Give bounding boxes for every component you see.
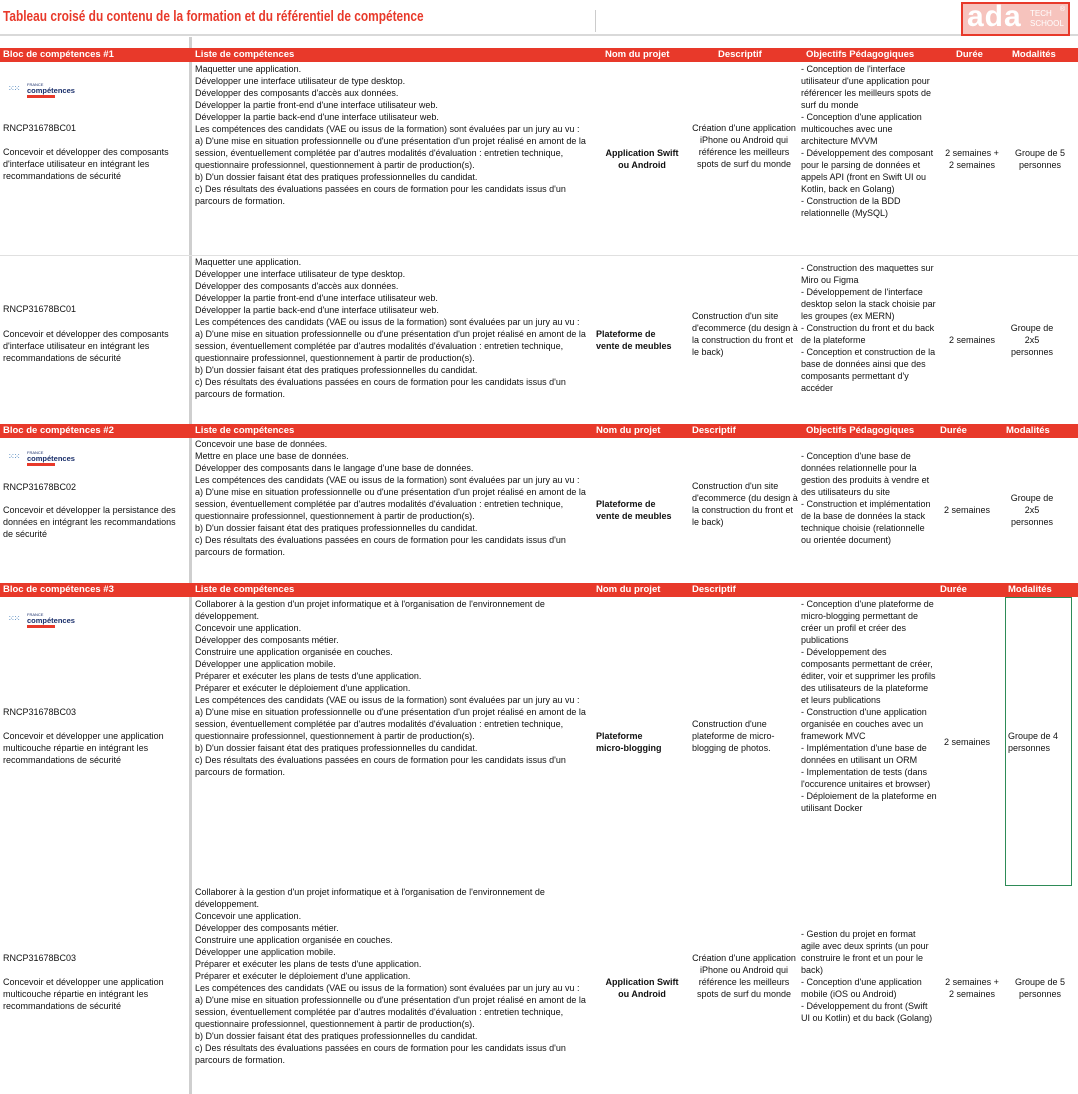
modalites-header: Modalités	[1006, 425, 1050, 436]
modalites-header: Modalités	[1012, 49, 1056, 60]
projet-header: Nom du projet	[596, 425, 661, 436]
logo-dots-icon: ⁙⁙	[8, 84, 20, 93]
project-name: Plateforme micro-blogging	[596, 731, 662, 753]
bloc-title: Bloc de compétences #1	[3, 49, 114, 60]
liste-header: Liste de compétences	[195, 49, 295, 60]
title-separator	[595, 10, 596, 32]
projet-header: Nom du projet	[605, 49, 670, 60]
objectifs-header: Objectifs Pédagogiques	[806, 49, 915, 60]
modality: Groupe de 5 personnes	[1014, 977, 1066, 999]
title-bar	[0, 0, 1078, 36]
bloc-title: Bloc de compétences #2	[3, 425, 114, 436]
descriptif-header: Descriptif	[692, 425, 736, 436]
liste-competences: Maquetter une application. Développer une interface utilisateur de type desktop. Développer des composants d'accès aux données. Développer la partie front-end d'une interface utilisateur web. Développer la partie back-end d'une interface utilisateur web. Les compétences des candidats (VAE ou issus de la formation) sont évaluées par un jury au vu : a) D'une mise en situation professionnelle ou d'une présentation d'un projet réalisé en amont de la session, éventuellement complétée par d'autres modalités d'évaluation : entretien technique, questionnaire professionnel, questionnement à partir de production(s). b) D'un dossier faisant état des pratiques professionnelles du candidat. c) Des résultats des évaluations passées en cours de formation pour les candidats issus d'un parcours de formation.	[195, 64, 586, 206]
liste-competences: Maquetter une application. Développer une interface utilisateur de type desktop. Développer des composants d'accès aux données. Développer la partie front-end d'une interface utilisateur web. Développer la partie back-end d'une interface utilisateur web. Les compétences des candidats (VAE ou issus de la formation) sont évaluées par un jury au vu : a) D'une mise en situation professionnelle ou d'une présentation d'un projet réalisé en amont de la session, éventuellement complétée par d'autres modalités d'évaluation : entretien technique, questionnaire professionnel, questionnement à partir de production(s). b) D'un dossier faisant état des pratiques professionnelles du candidat. c) Des résultats des évaluations passées en cours de formation pour les candidats issus d'un parcours de formation.	[195, 257, 586, 399]
modality: Groupe de 5 personnes	[1014, 148, 1066, 170]
duration: 2 semaines	[948, 335, 996, 345]
project-description: Création d'une application iPhone ou Android qui référence les meilleurs spots de surf du monde	[692, 123, 796, 169]
rncp-code: RNCP31678BC03	[3, 707, 77, 717]
modalites-header: Modalités	[1008, 584, 1052, 595]
project-description: Construction d'un site d'ecommerce (du design à la construction du front et le back)	[692, 481, 798, 527]
liste-header: Liste de compétences	[195, 584, 295, 595]
modality: Groupe de 2x5 personnes	[1010, 323, 1054, 357]
section-header-3	[0, 583, 1078, 597]
liste-competences: Collaborer à la gestion d'un projet informatique et à l'organisation de l'environnement de développement. Concevoir une application. Développer des composants métier. Construire une application organisée en couches. Développer une application mobile. Préparer et exécuter les plans de tests d'une application. Préparer et exécuter le déploiement d'une application. Les compétences des candidats (VAE ou issus de la formation) sont évaluées par un jury au vu : a) D'une mise en situation professionnelle ou d'une présentation d'un projet réalisé en amont de la session, éventuellement complétée par d'autres modalités d'évaluation : entretien technique, questionnaire professionnel, questionnement à partir de production(s). b) D'un dossier faisant état des pratiques professionnelles du candidat. c) Des résultats des évaluations passées en cours de formation pour les candidats issus d'un parcours de formation.	[195, 599, 586, 777]
section-header-2	[0, 424, 1078, 438]
section-header-1	[0, 48, 1078, 62]
logo-reg: ®	[1059, 6, 1065, 13]
competence-text: Concevoir et développer des composants d'interface utilisateur en intégrant les recommandations de sécurité	[3, 147, 169, 181]
project-name: Application Swift ou Android	[605, 977, 679, 999]
descriptif-header: Descriptif	[692, 584, 736, 595]
ada-logo	[961, 2, 1070, 36]
objectives: - Conception d'une plateforme de micro-blogging permettant de créer un profil et créer des publications - Développement des composants permettant de créer, éditer, voir et supprimer les profils des utilisateurs de la plateforme et leurs publications - Construction d'une application organisée en couches avec un framework MVC - Implémentation d'une base de données en utilisant un ORM - Implementation de tests (dans l'occurence unitaires et browser) - Déploiement de la plateforme en utilisant Docker	[801, 599, 937, 813]
logo-dots-icon: ⁙⁙	[8, 452, 20, 461]
column-divider	[189, 37, 192, 1094]
objectives: - Conception d'une base de données relationnelle pour la gestion des produits à vendre et des utilisateurs du site - Construction et implémentation de la base de données la stack technique choisie (relationnelle ou orientée document)	[801, 451, 931, 545]
modality: Groupe de 2x5 personnes	[1010, 493, 1054, 527]
liste-competences: Collaborer à la gestion d'un projet informatique et à l'organisation de l'environnement de développement. Concevoir une application. Développer des composants métier. Construire une application organisée en couches. Développer une application mobile. Préparer et exécuter les plans de tests d'une application. Préparer et exécuter le déploiement d'une application. Les compétences des candidats (VAE ou issus de la formation) sont évaluées par un jury au vu : a) D'une mise en situation professionnelle ou d'une présentation d'un projet réalisé en amont de la session, éventuellement complétée par d'autres modalités d'évaluation : entretien technique, questionnaire professionnel, questionnement à partir de production(s). b) D'un dossier faisant état des pratiques professionnelles du candidat. c) Des résultats des évaluations passées en cours de formation pour les candidats issus d'un parcours de formation.	[195, 887, 586, 1065]
project-description: Construction d'une plateforme de micro-blogging de photos.	[692, 719, 775, 753]
rncp-code: RNCP31678BC01	[3, 123, 77, 133]
france-competences-logo: ⁙⁙ FRANCE compétences	[8, 82, 72, 102]
logo-name: ada	[967, 0, 1022, 33]
rncp-code: RNCP31678BC01	[3, 304, 77, 314]
project-description: Construction d'un site d'ecommerce (du design à la construction du front et le back)	[692, 311, 798, 357]
project-description: Création d'une application iPhone ou Android qui référence les meilleurs spots de surf du monde	[692, 953, 796, 999]
duree-header: Durée	[940, 425, 967, 436]
page-title: Tableau croisé du contenu de la formation et du référentiel de compétence	[3, 9, 424, 25]
competence-text: Concevoir et développer une application multicouche répartie en intégrant les recommandations de sécurité	[3, 977, 164, 1011]
france-competences-logo: ⁙⁙ FRANCE compétences	[8, 612, 72, 632]
project-name: Plateforme de vente de meubles	[596, 499, 672, 521]
project-name: Plateforme de vente de meubles	[596, 329, 672, 351]
france-competences-logo: ⁙⁙ FRANCE compétences	[8, 450, 72, 470]
bloc-title: Bloc de compétences #3	[3, 584, 114, 595]
liste-header: Liste de compétences	[195, 425, 295, 436]
duree-header: Durée	[956, 49, 983, 60]
duree-header: Durée	[940, 584, 967, 595]
logo-sub: TECH SCHOOL	[1030, 9, 1064, 28]
rncp-code: RNCP31678BC02	[3, 482, 77, 492]
descriptif-header: Descriptif	[718, 49, 762, 60]
projet-header: Nom du projet	[596, 584, 661, 595]
competence-text: Concevoir et développer des composants d'interface utilisateur en intégrant les recommandations de sécurité	[3, 329, 169, 363]
liste-competences: Concevoir une base de données. Mettre en place une base de données. Développer des composants dans le langage d'une base de données. Les compétences des candidats (VAE ou issus de la formation) sont évaluées par un jury au vu : a) D'une mise en situation professionnelle ou d'une présentation d'un projet réalisé en amont de la session, éventuellement complétée par d'autres modalités d'évaluation : entretien technique, questionnaire professionnel, questionnement à partir de production(s). b) D'un dossier faisant état des pratiques professionnelles du candidat. c) Des résultats des évaluations passées en cours de formation pour les candidats issus d'un parcours de formation.	[195, 439, 586, 557]
duration: 2 semaines + 2 semaines	[945, 148, 999, 170]
duration: 2 semaines + 2 semaines	[945, 977, 999, 999]
objectifs-header: Objectifs Pédagogiques	[806, 425, 915, 436]
project-name: Application Swift ou Android	[605, 148, 679, 170]
modality: Groupe de 4 personnes	[1008, 731, 1059, 753]
competence-text: Concevoir et développer la persistance des données en intégrant les recommandations de sécurité	[3, 505, 176, 539]
objectives: - Construction des maquettes sur Miro ou Figma - Développement de l'interface desktop selon la stack choisie par les groupes (ex MERN) - Construction du front et du back de la plateforme - Conception et construction de la base de données ainsi que des composants permettant d'y accéder	[801, 263, 936, 393]
duration: 2 semaines	[943, 737, 991, 747]
objectives: - Gestion du projet en format agile avec deux sprints (un pour construire le front et un pour le back) - Conception d'une application mobile (iOS ou Android) - Développement du front (Swift UI ou Kotlin) et du back (Golang)	[801, 929, 933, 1023]
objectives: - Conception de l'interface utilisateur d'une application pour référencer les meilleurs spots de surf du monde - Conception d'une application multicouches avec une architecture MVVM - Développement des composant pour le parsing de données et appels API (front en Swift UI ou Kotlin, back en Golang) - Construction de la BDD relationnelle (MySQL)	[801, 64, 934, 218]
rncp-code: RNCP31678BC03	[3, 953, 77, 963]
duration: 2 semaines	[943, 505, 991, 515]
logo-dots-icon: ⁙⁙	[8, 614, 20, 623]
competence-text: Concevoir et développer une application multicouche répartie en intégrant les recommandations de sécurité	[3, 731, 164, 765]
